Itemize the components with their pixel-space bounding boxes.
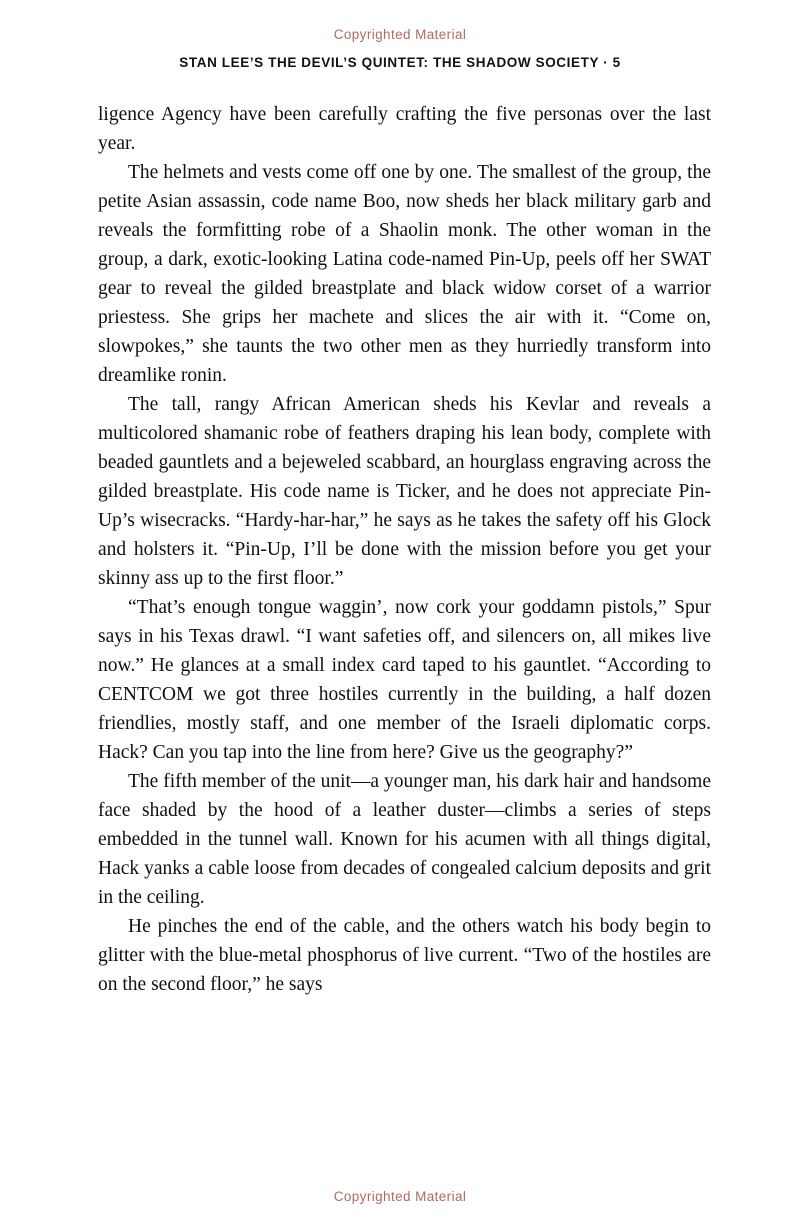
paragraph: “That’s enough tongue waggin’, now cork your goddamn pistols,” Spur says in his Texas drawl. “I want safeties off, and silencers on, all mikes live now.” He glances at a small index card taped to his gauntlet. “According to CENTCOM we got three hostiles currently in the building, a half dozen friendlies, mostly staff, and one member of the Israeli diplomatic corps. Hack? Can you tap into the line from here? Give us the geography?” [98,597,711,763]
copyright-notice-top: Copyrighted Material [333,27,467,42]
copyright-notice-bottom: Copyrighted Material [333,1189,467,1204]
paragraph: ligence Agency have been carefully crafting the five personas over the last year. [98,104,711,154]
running-header: STAN LEE’S THE DEVIL’S QUINTET: THE SHADOW SOCIETY · 5 [179,55,621,70]
paragraph: The fifth member of the unit—a younger man, his dark hair and handsome face shaded by the hood of a leather duster—climbs a series of steps embedded in the tunnel wall. Known for his acumen with all things digital, Hack yanks a cable loose from decades of congealed calcium deposits and grit in the ceiling. [98,771,711,908]
paragraph: The tall, rangy African American sheds his Kevlar and reveals a multicolored shamanic robe of feathers draping his lean body, complete with beaded gauntlets and a bejeweled scabbard, an hourglass engraving across the gilded breastplate. His code name is Ticker, and he does not appreciate Pin-Up’s wisecracks. “Hardy-har-har,” he says as he takes the safety off his Glock and holsters it. “Pin-Up, I’ll be done with the mission before you get your skinny ass up to the first floor.” [98,394,711,589]
page-body-text [98,100,711,999]
paragraph: The helmets and vests come off one by one. The smallest of the group, the petite Asian assassin, code name Boo, now sheds her black military garb and reveals the formfitting robe of a Shaolin monk. The other woman in the group, a dark, exotic-looking Latina code-named Pin-Up, peels off her SWAT gear to reveal the gilded breastplate and black widow corset of a warrior priestess. She grips her machete and slices the air with it. “Come on, slowpokes,” she taunts the two other men as they hurriedly transform into dreamlike ronin. [98,162,711,386]
paragraph: He pinches the end of the cable, and the others watch his body begin to glitter with the blue-metal phosphorus of live current. “Two of the hostiles are on the second floor,” he says [98,916,711,995]
